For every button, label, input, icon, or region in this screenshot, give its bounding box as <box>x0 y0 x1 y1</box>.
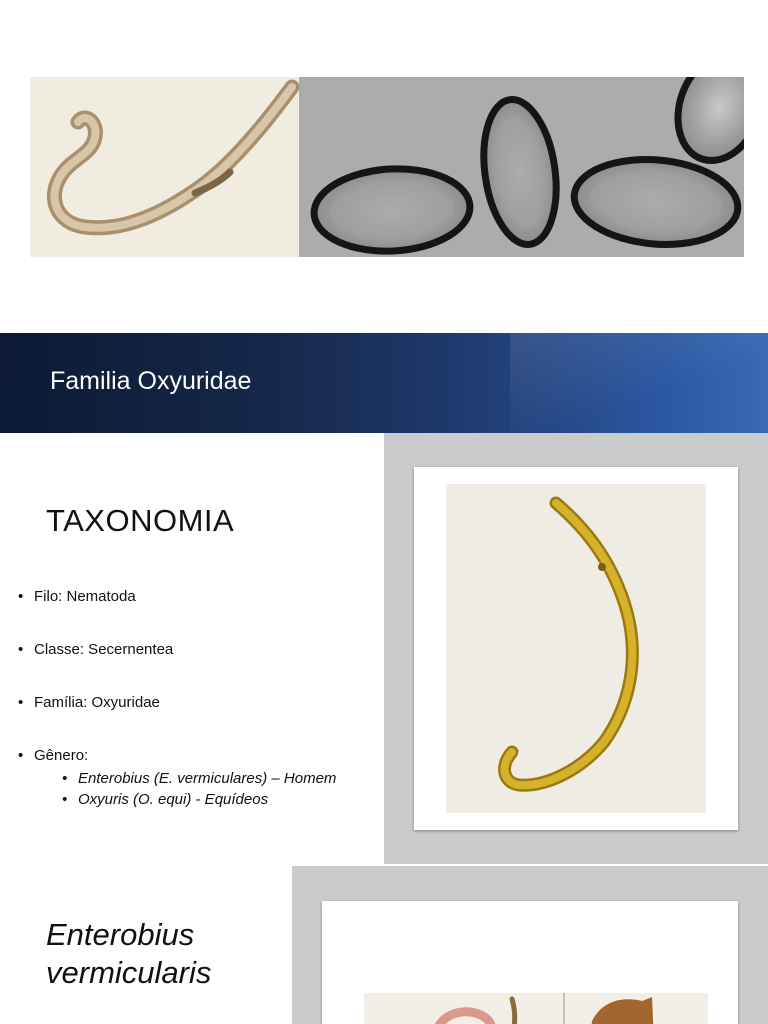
slide-title: Familia Oxyuridae <box>50 367 252 395</box>
list-item: • Gênero: • Enterobius (E. vermiculares) – Homem • Oxyuris (O. equi) - Equídeos <box>18 747 378 808</box>
species-genus: Enterobius <box>46 917 195 952</box>
list-item: • Família: Oxyuridae <box>18 694 378 711</box>
title-decoration <box>510 333 768 433</box>
species-epithet: vermicularis <box>46 955 212 991</box>
list-item: • Filo: Nematoda <box>18 588 378 605</box>
pinworm-illustration-icon <box>30 77 299 257</box>
title-slide <box>0 333 768 433</box>
taxonomy-slide <box>0 433 768 864</box>
taxonomy-heading: TAXONOMIA <box>46 503 235 538</box>
genera-list <box>34 770 378 808</box>
image-banner <box>30 77 744 257</box>
pinworm-eggs-micrograph-icon <box>299 77 744 257</box>
list-item: • Classe: Secernentea <box>18 641 378 658</box>
species-slide <box>0 866 768 1024</box>
list-item: • Oxyuris (O. equi) - Equídeos <box>62 791 378 808</box>
slide-images <box>0 0 768 330</box>
species-title <box>46 916 211 993</box>
taxonomy-list <box>18 588 378 812</box>
worm-anatomy-illustration-icon <box>322 901 738 1024</box>
yellow-worm-illustration-icon <box>414 467 738 830</box>
image-card <box>414 467 738 830</box>
image-card <box>322 901 738 1024</box>
pinworm-image-strip <box>30 77 744 257</box>
list-item: • Enterobius (E. vermiculares) – Homem <box>62 770 378 787</box>
